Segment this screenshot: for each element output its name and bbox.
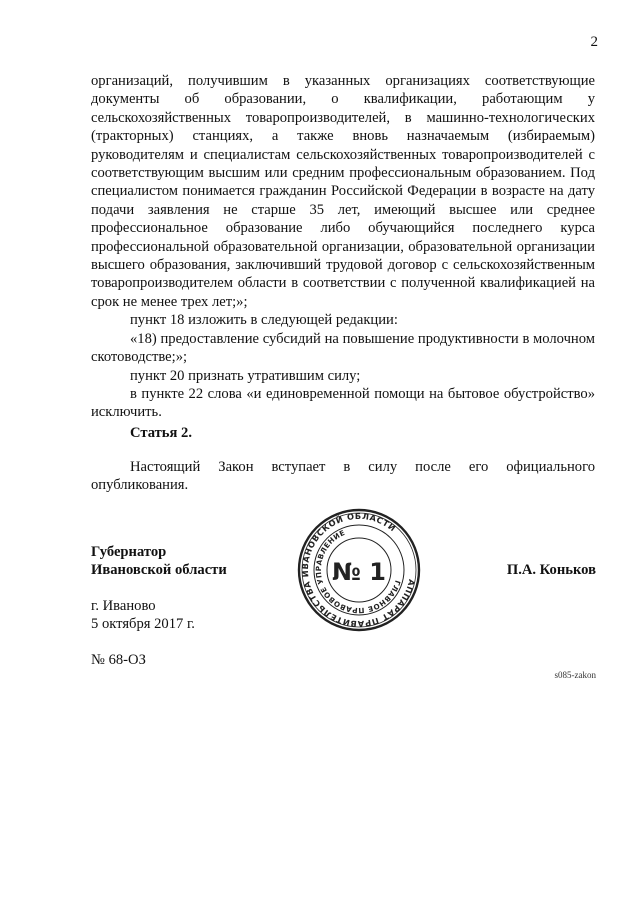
signatory-title-line2: Ивановской области [91,562,227,578]
page-number: 2 [590,34,598,50]
article-paragraph: Настоящий Закон вступает в силу после его официального опубликования. [91,459,595,494]
document-code: s085-zakon [554,670,596,680]
law-number: № 68-ОЗ [91,652,146,668]
seal-outer-text: АППАРАТ ПРАВИТЕЛЬСТВА ИВАНОВСКОЙ ОБЛАСТИ [299,510,418,630]
seal-inner-text: ГЛАВНОЕ ПРАВОВОЕ УПРАВЛЕНИЕ [313,527,403,616]
paragraph-item-18-text: «18) предоставление субсидий на повышение продуктивности в молочном скотоводстве;»; [91,330,595,366]
signatory-name: П.А. Коньков [506,562,596,578]
paragraph-continuation: организаций, получившим в указанных организациях соответствующие документы об образовании, о квалификации, работающим у сельскохозяйственных товаропроизводителей, в машинно-технологических (тракторных) станциях, а также вновь назначаемым (избираемым) руководителям и специалистам сельскохозяйственных товаропроизводителей с соответствующим высшим или средним профессиональным образованием. Под специалистом понимается гражданин Российской Федерации в возрасте на дату подачи заявления не старше 35 лет, имеющий высшее или среднее профессиональное образование либо обучающийся последнего курса профессиональной образовательной организации, образовательной организации высшего образования, заключивший трудовой договор с сельскохозяйственным товаропроизводителем области в соответствии с полученной квалификацией на срок не менее трех лет;»; [91,73,595,310]
official-seal-stamp [297,508,421,632]
paragraph-item-18-intro: пункт 18 изложить в следующей редакции: [130,312,398,329]
signing-date: 5 октября 2017 г. [91,616,195,632]
law-body-text [91,72,595,422]
article-heading: Статья 2. [130,425,192,441]
seal-center-number: № 1 [332,558,386,586]
signing-city: г. Иваново [91,598,156,614]
paragraph-item-22: в пункте 22 слова «и единовременной помощи на бытовое обустройство» исключить. [91,385,595,421]
paragraph-item-20: пункт 20 признать утратившим силу; [130,367,361,384]
article-text [91,458,595,495]
signatory-title-line1: Губернатор [91,544,167,560]
